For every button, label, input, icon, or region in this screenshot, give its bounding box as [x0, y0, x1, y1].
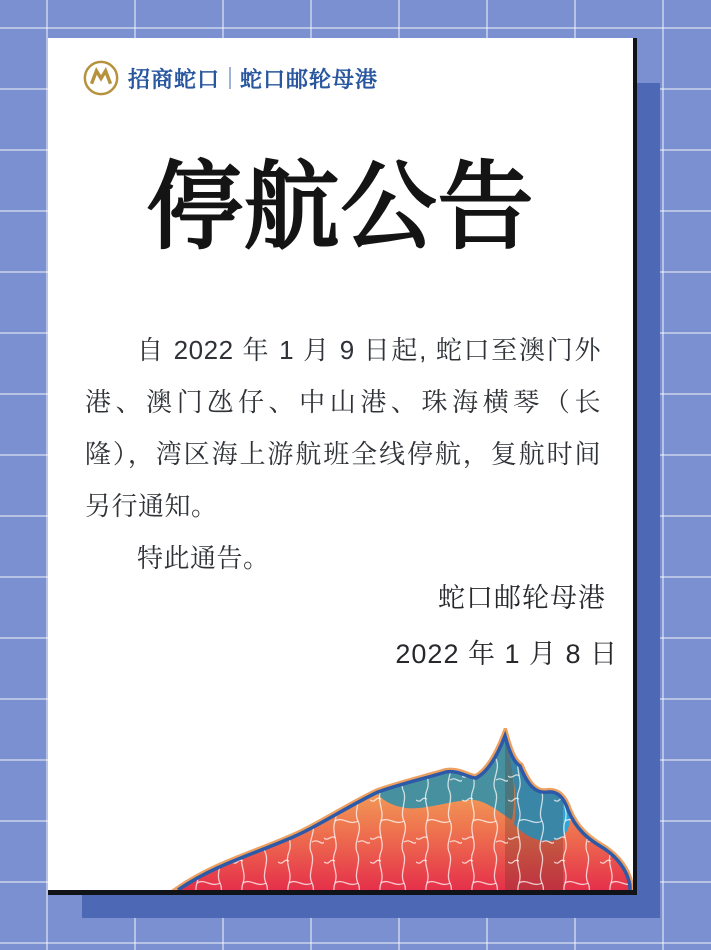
notice-paragraph: 自 2022 年 1 月 9 日起, 蛇口至澳门外港、澳门氹仔、中山港、珠海横琴（长隆），湾区海上游航班全线停航，复航时间另行通知。	[85, 335, 601, 521]
page-title: 停航公告	[146, 154, 535, 261]
notice-closing: 特此通告。	[137, 543, 270, 573]
logo-divider	[229, 67, 231, 89]
signature-date: 2022 年 1 月 8 日	[395, 639, 618, 669]
brand-logo	[82, 58, 378, 98]
mountain-illustration	[48, 728, 633, 890]
brand-port-name: 蛇口邮轮母港	[240, 66, 379, 92]
notice-card	[48, 38, 637, 895]
signature-name: 蛇口邮轮母港	[438, 583, 606, 613]
china-merchants-mountain-ring-icon	[82, 59, 120, 97]
brand-company-name: 招商蛇口	[128, 66, 221, 92]
notice-body	[85, 324, 601, 584]
